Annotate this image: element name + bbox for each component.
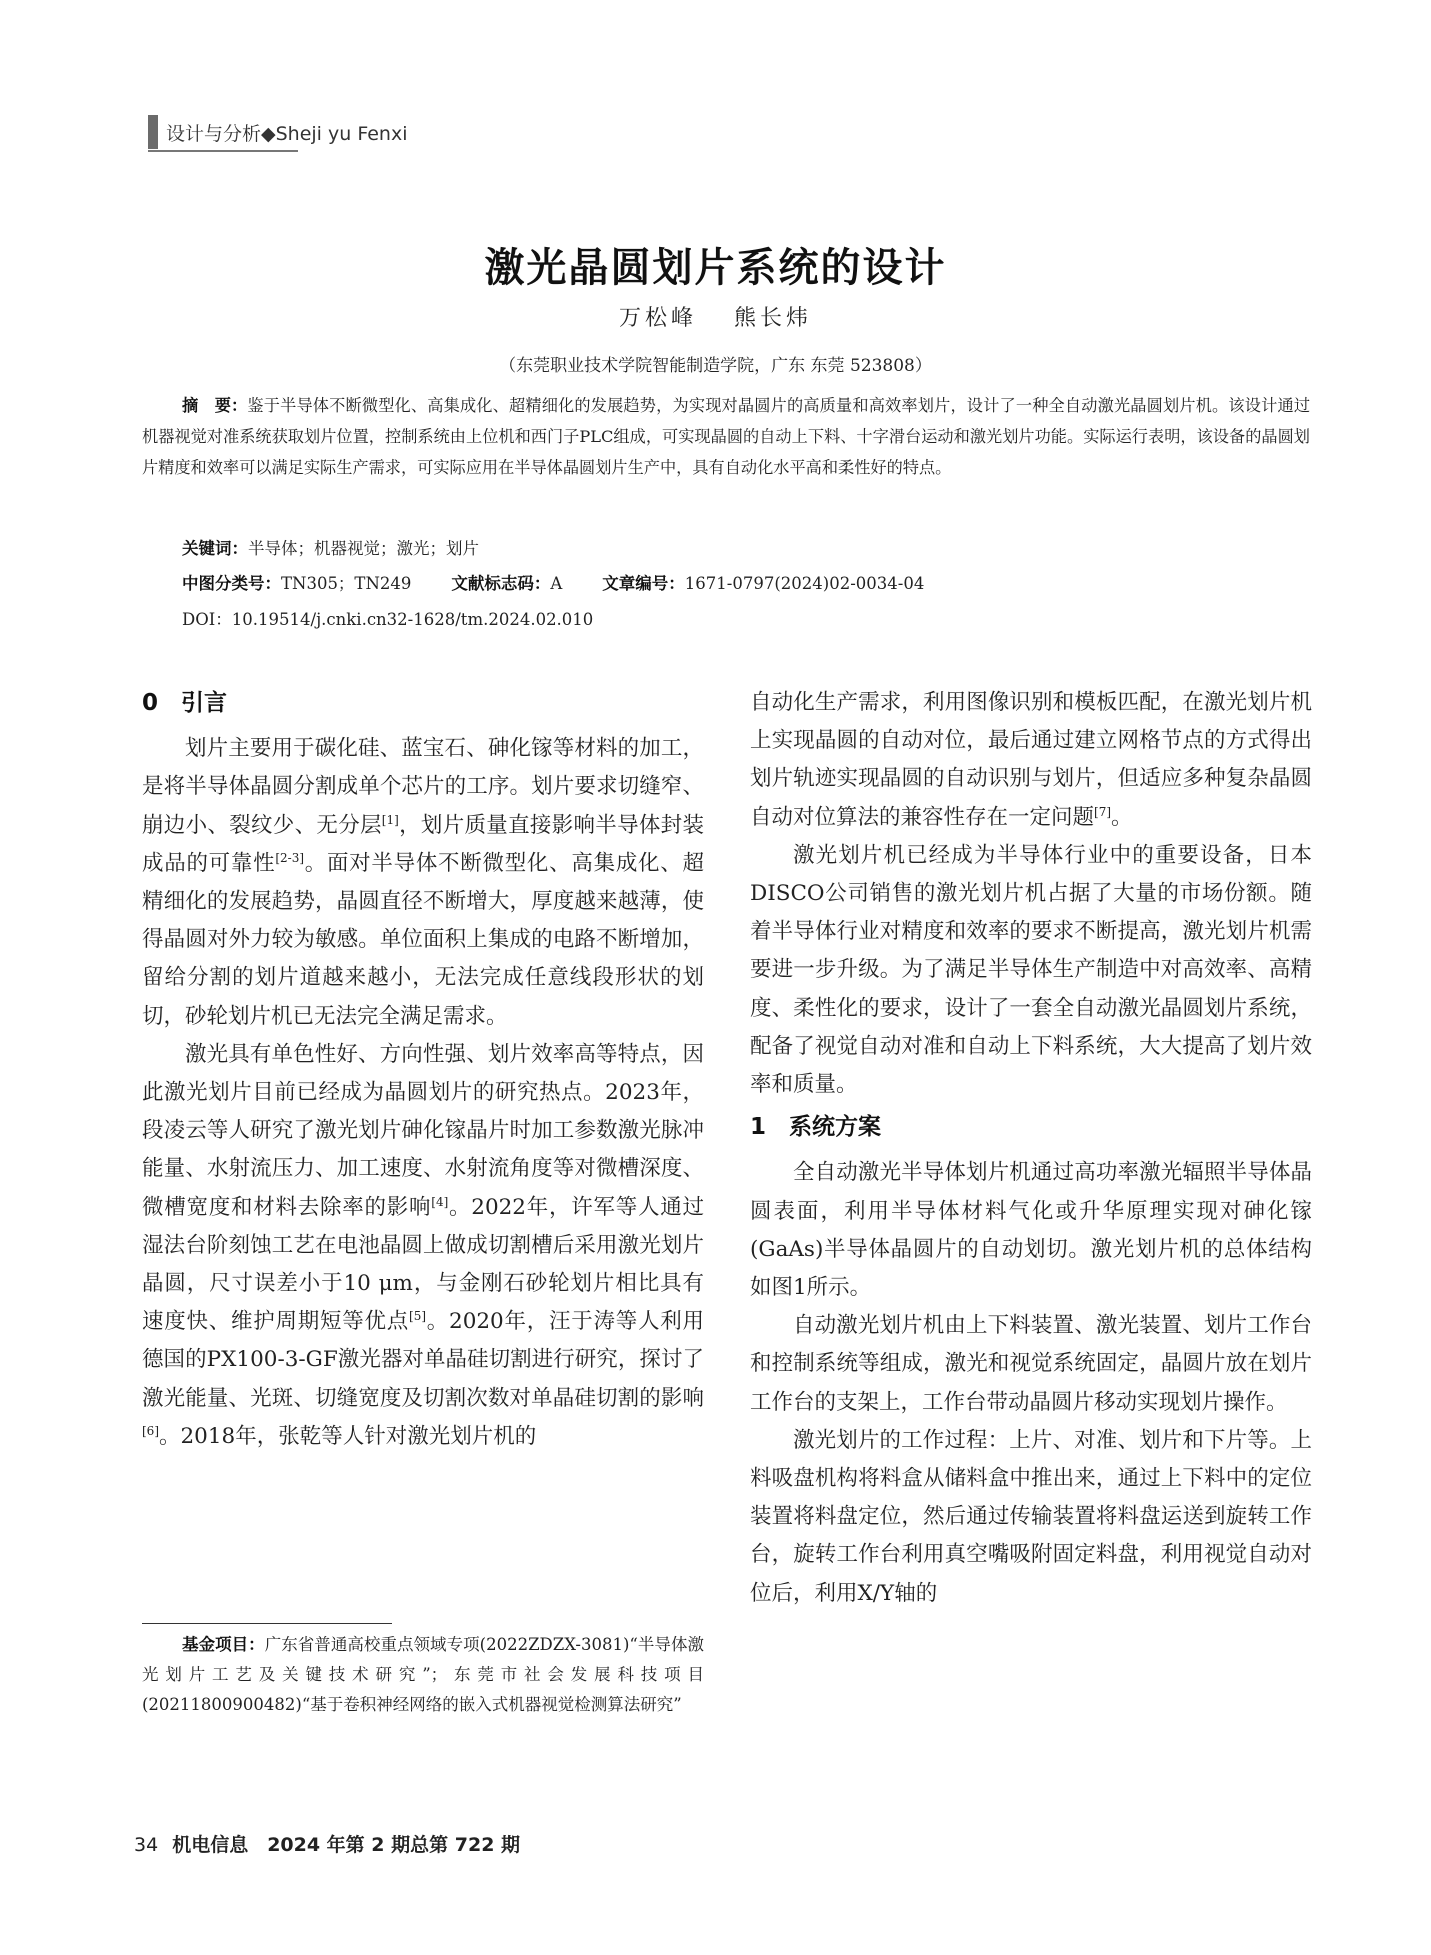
para-text: 。 bbox=[1111, 804, 1133, 830]
keywords bbox=[182, 535, 479, 559]
citation: [5] bbox=[409, 1309, 427, 1324]
para-text: 。2018年，张乾等人针对激光划片机的 bbox=[159, 1423, 537, 1449]
citation: [2-3] bbox=[275, 850, 305, 865]
citation: [6] bbox=[142, 1423, 159, 1438]
citation: [7] bbox=[1094, 804, 1112, 819]
abstract-label: 摘 要： bbox=[182, 396, 248, 415]
footnote-rule bbox=[142, 1623, 392, 1624]
doi bbox=[182, 606, 593, 630]
para-text: ，划片质量直接影响半导体封装成品的可靠性 bbox=[142, 812, 704, 876]
running-head-text: 设计与分析◆Sheji yu Fenxi bbox=[166, 122, 408, 145]
para-text: 。面对半导体不断微型化、高集成化、超精细化的发展趋势，晶圆直径不断增大，厚度越来越薄，使得晶圆对外力较为敏感。单位面积上集成的电路不断增加，留给分割的划片道越来越小，无法完成任意线段形状的划切，砂轮划片机已无法完全满足需求。 bbox=[142, 850, 704, 1029]
running-head-rule bbox=[148, 150, 298, 152]
doc-code-label: 文献标志码： bbox=[451, 574, 551, 593]
para-text: 自动化生产需求，利用图像识别和模板匹配，在激光划片机上实现晶圆的自动对位，最后通过建立网格节点的方式得出划片轨迹实现晶圆的自动识别与划片，但适应多种复杂晶圆自动对位算法的兼容性存在一定问题 bbox=[750, 690, 1312, 830]
footnote bbox=[142, 1630, 704, 1720]
section-0-paragraph-2-continued bbox=[750, 684, 1312, 837]
doi-value: 10.19514/j.cnki.cn32-1628/tm.2024.02.010 bbox=[231, 610, 594, 629]
footnote-label: 基金项目： bbox=[182, 1635, 265, 1654]
section-0-paragraph-2 bbox=[142, 1036, 704, 1456]
right-column bbox=[750, 684, 1312, 1613]
article-number-value: 1671-0797(2024)02-0034-04 bbox=[684, 574, 925, 593]
journal-issue: 机电信息 2024 年第 2 期总第 722 期 bbox=[172, 1834, 521, 1856]
section-1-paragraph-1: 全自动激光半导体划片机通过高功率激光辐照半导体晶圆表面，利用半导体材料气化或升华原理实现对砷化镓(GaAs)半导体晶圆片的自动划切。激光划片机的总体结构如图1所示。 bbox=[750, 1160, 1312, 1301]
citation: [1] bbox=[381, 812, 399, 827]
section-0-paragraph-1 bbox=[142, 730, 704, 1036]
article-affiliation: （东莞职业技术学院智能制造学院，广东 东莞 523808） bbox=[499, 356, 932, 376]
page-number: 34 bbox=[134, 1834, 159, 1856]
left-column bbox=[142, 684, 704, 1456]
doi-label: DOI： bbox=[182, 610, 232, 629]
abstract-text: 鉴于半导体不断微型化、高集成化、超精细化的发展趋势，为实现对晶圆片的高质量和高效率划片，设计了一种全自动激光晶圆划片机。该设计通过机器视觉对准系统获取划片位置，控制系统由上位机和西门子PLC组成，可实现晶圆的自动上下料、十字滑台运动和激光划片功能。实际运行表明，该设备的晶圆划片精度和效率可以满足实际生产需求，可实际应用在半导体晶圆划片生产中，具有自动化水平高和柔性好的特点。 bbox=[142, 396, 1311, 477]
classification-line bbox=[182, 570, 924, 594]
running-head bbox=[148, 112, 407, 152]
clc-value: TN305；TN249 bbox=[281, 574, 412, 593]
para-text: 。2020年，汪于涛等人利用德国的PX100-3-GF激光器对单晶硅切割进行研究，探讨了激光能量、光斑、切缝宽度及切割次数对单晶硅切割的影响 bbox=[142, 1309, 704, 1411]
section-0-heading: 0 引言 bbox=[142, 690, 228, 716]
section-0-paragraph-3: 激光划片机已经成为半导体行业中的重要设备，日本DISCO公司销售的激光划片机占据了大量的市场份额。随着半导体行业对精度和效率的要求不断提高，激光划片机需要进一步升级。为了满足半导体生产制造中对高效率、高精度、柔性化的要求，设计了一套全自动激光晶圆划片系统，配备了视觉自动对准和自动上下料系统，大大提高了划片效率和质量。 bbox=[750, 842, 1312, 1098]
article-authors: 万松峰 熊长炜 bbox=[619, 306, 812, 331]
doc-code-value: A bbox=[550, 574, 563, 593]
section-1-heading: 1 系统方案 bbox=[750, 1114, 882, 1141]
running-head-bar bbox=[148, 115, 158, 149]
clc-label: 中图分类号： bbox=[182, 574, 281, 593]
para-text: 激光具有单色性好、方向性强、划片效率高等特点，因此激光划片目前已经成为晶圆划片的研究热点。2023年，段凌云等人研究了激光划片砷化镓晶片时加工参数激光脉冲能量、水射流压力、加工速度、水射流角度等对微槽深度、微槽宽度和材料去除率的影响 bbox=[142, 1041, 704, 1220]
section-1-paragraph-3: 激光划片的工作过程：上片、对准、划片和下片等。上料吸盘机构将料盒从储料盒中推出来，通过上下料中的定位装置将料盘定位，然后通过传输装置将料盘运送到旋转工作台，旋转工作台利用真空嘴吸附固定料盘，利用视觉自动对位后，利用X/Y轴的 bbox=[750, 1427, 1312, 1606]
article-title: 激光晶圆划片系统的设计 bbox=[484, 245, 947, 291]
keywords-label: 关键词： bbox=[182, 539, 248, 558]
keywords-text: 半导体；机器视觉；激光；划片 bbox=[248, 539, 479, 558]
footnote-text: 广东省普通高校重点领域专项(2022ZDZX-3081)“半导体激光划片工艺及关键技术研究”；东莞市社会发展科技项目(20211800900482)“基于卷积神经网络的嵌入式机器视觉检测算法研究” bbox=[142, 1635, 704, 1714]
article-number-label: 文章编号： bbox=[602, 574, 685, 593]
para-text: 划片主要用于碳化硅、蓝宝石、砷化镓等材料的加工，是将半导体晶圆分割成单个芯片的工序。划片要求切缝窄、崩边小、裂纹少、无分层 bbox=[142, 736, 704, 838]
para-text: 。2022年，许军等人通过湿法台阶刻蚀工艺在电池晶圆上做成切割槽后采用激光划片晶圆，尺寸误差小于10 μm，与金刚石砂轮划片相比具有速度快、维护周期短等优点 bbox=[142, 1194, 704, 1335]
page-footer bbox=[134, 1830, 520, 1857]
citation: [4] bbox=[431, 1194, 449, 1209]
abstract bbox=[142, 390, 1310, 483]
section-1-paragraph-2: 自动激光划片机由上下料装置、激光装置、划片工作台和控制系统等组成，激光和视觉系统固定，晶圆片放在划片工作台的支架上，工作台带动晶圆片移动实现划片操作。 bbox=[750, 1313, 1312, 1415]
